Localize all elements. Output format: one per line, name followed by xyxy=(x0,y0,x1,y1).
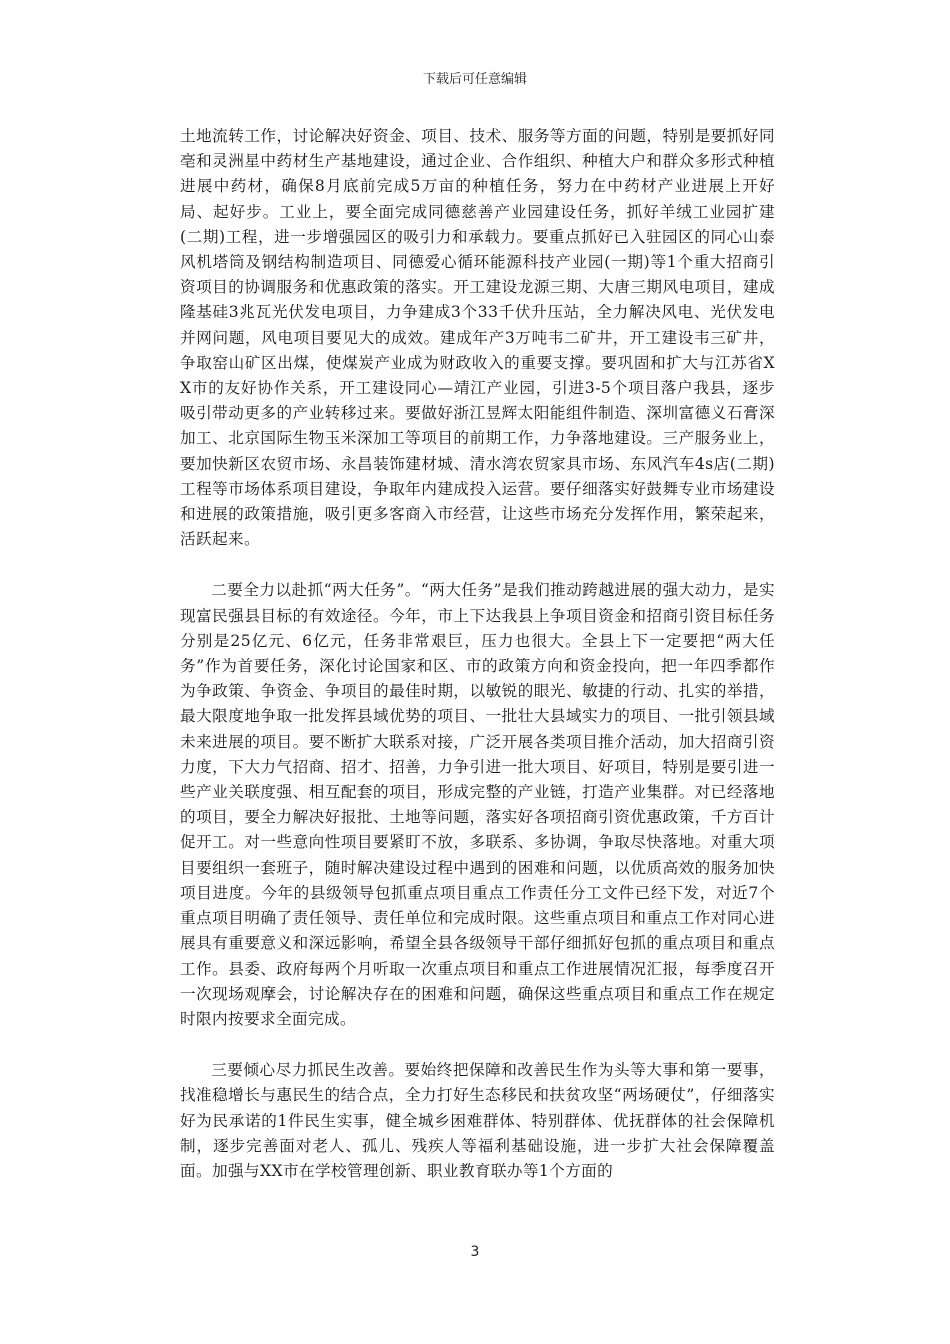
paragraph-1: 土地流转工作，讨论解决好资金、项目、技术、服务等方面的问题，特别是要抓好同亳和灵洲星中药材生产基地建设，通过企业、合作组织、种植大户和群众多形式种植进展中药材，确保8月底前完成5万亩的种植任务，努力在中药材产业进展上开好局、起好步。工业上，要全面完成同德慈善产业园建设任务，抓好羊绒工业园扩建(二期)工程，进一步增强园区的吸引力和承载力。要重点抓好已入驻园区的同心山泰风机塔筒及钢结构制造项目、同德爱心循环能源科技产业园(一期)等1个重大招商引资项目的协调服务和优惠政策的落实。开工建设龙源三期、大唐三期风电项目，建成隆基硅3兆瓦光伏发电项目，力争建成3个33千伏升压站，全力解决风电、光伏发电并网问题，风电项目要见大的成效。建成年产3万吨韦二矿井，开工建设韦三矿井，争取窑山矿区出煤，使煤炭产业成为财政收入的重要支撑。要巩固和扩大与江苏省XX市的友好协作关系，开工建设同心—靖江产业园，引进3-5个项目落户我县，逐步吸引带动更多的产业转移过来。要做好浙江昱辉太阳能组件制造、深圳富德义石膏深加工、北京国际生物玉米深加工等项目的前期工作，力争落地建设。三产服务业上，要加快新区农贸市场、永昌装饰建材城、清水湾农贸家具市场、东风汽车4s店(二期)工程等市场体系项目建设，争取年内建成投入运营。要仔细落实好鼓舞专业市场建设和进展的政策措施，吸引更多客商入市经营，让这些市场充分发挥作用，繁荣起来，活跃起来。 xyxy=(180,127,775,549)
paragraph-3: 三要倾心尽力抓民生改善。要始终把保障和改善民生作为头等大事和第一要事，找准稳增长与惠民生的结合点，全力打好生态移民和扶贫攻坚“两场硬仗”，仔细落实好为民承诺的1件民生实事，健全城乡困难群体、特别群体、优抚群体的社会保障机制，逐步完善面对老人、孤儿、残疾人等福利基础设施，进一步扩大社会保障覆盖面。加强与XX市在学校管理创新、职业教育联办等1个方面的 xyxy=(180,1061,775,1180)
page-number: 3 xyxy=(470,1244,480,1260)
document-body xyxy=(180,124,775,1184)
paragraph-2: 二要全力以赴抓“两大任务”。“两大任务”是我们推动跨越进展的强大动力，是实现富民强县目标的有效途径。今年，市上下达我县上争项目资金和招商引资目标任务分别是25亿元、6亿元，任务非常艰巨，压力也很大。全县上下一定要把“两大任务”作为首要任务，深化讨论国家和区、市的政策方向和资金投向，把一年四季都作为争政策、争资金、争项目的最佳时期，以敏锐的眼光、敏捷的行动、扎实的举措，最大限度地争取一批发挥县域优势的项目、一批壮大县域实力的项目、一批引领县域未来进展的项目。要不断扩大联系对接，广泛开展各类项目推介活动，加大招商引资力度，下大力气招商、招才、招善，力争引进一批大项目、好项目，特别是要引进一些产业关联度强、相互配套的项目，形成完整的产业链，打造产业集群。对已经落地的项目，要全力解决好报批、土地等问题，落实好各项招商引资优惠政策，千方百计促开工。对一些意向性项目要紧盯不放，多联系、多协调，争取尽快落地。对重大项目要组织一套班子，随时解决建设过程中遇到的困难和问题，以优质高效的服务加快项目进度。今年的县级领导包抓重点项目重点工作责任分工文件已经下发，对近7个重点项目明确了责任领导、责任单位和完成时限。这些重点项目和重点工作对同心进展具有重要意义和深远影响，希望全县各级领导干部仔细抓好包抓的重点项目和重点工作。县委、政府每两个月听取一次重点项目和重点工作进展情况汇报，每季度召开一次现场观摩会，讨论解决存在的困难和问题，确保这些重点项目和重点工作在规定时限内按要求全面完成。 xyxy=(180,581,775,1028)
page-header: 下载后可任意编辑 xyxy=(422,72,527,87)
